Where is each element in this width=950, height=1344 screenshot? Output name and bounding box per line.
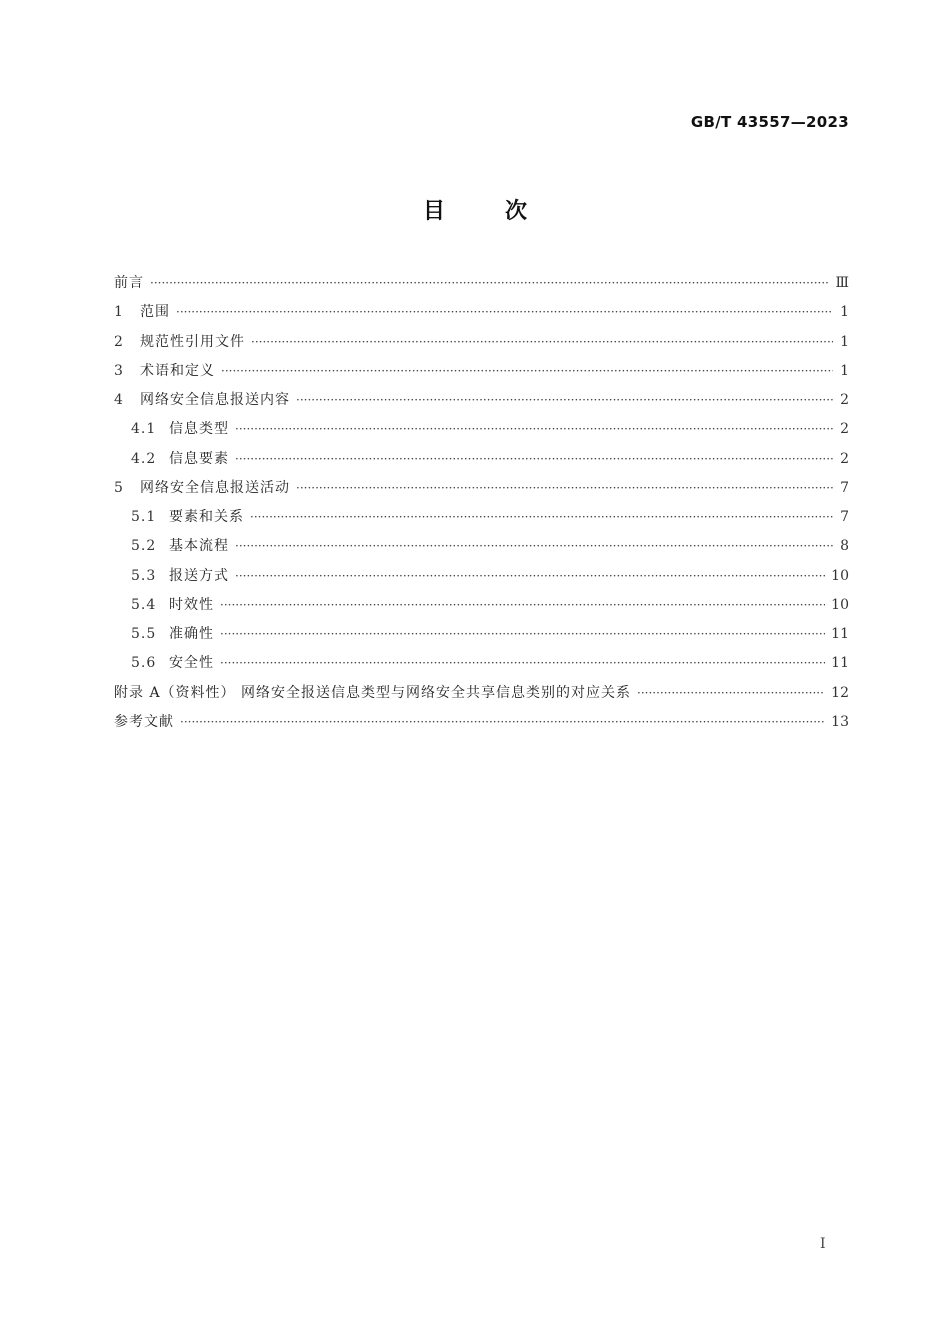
toc-entry-number: 4 [114, 392, 124, 408]
toc-entry-label: 术语和定义 [140, 362, 215, 379]
toc-entry-5-3[interactable] [114, 562, 849, 591]
toc-entry-number: 5.6 [131, 655, 157, 672]
toc-entry-number: 2 [114, 333, 124, 350]
toc-leader-dots [220, 620, 825, 649]
toc-leader-dots [235, 562, 825, 591]
toc-entry-page: 7 [840, 509, 849, 525]
toc-entry-label: 信息类型 [169, 421, 229, 438]
toc-entry-label: 基本流程 [169, 538, 229, 555]
toc-entry-number: 5.3 [131, 567, 157, 584]
title-char-1: 目 [422, 199, 445, 224]
toc-entry-number: 1 [114, 304, 124, 321]
toc-entry-number: 5.2 [131, 538, 157, 555]
toc-entry-label: 规范性引用文件 [140, 333, 245, 350]
toc-entry-page: 10 [831, 596, 849, 613]
standard-code: GB/T 43557—2023 [690, 113, 849, 131]
toc-entry-page: 1 [840, 362, 849, 379]
toc-leader-dots [176, 298, 833, 327]
toc-entry-foreword[interactable] [114, 269, 849, 298]
toc-leader-dots [235, 532, 833, 561]
toc-entry-number: 4.1 [131, 421, 157, 438]
page-title [0, 194, 950, 225]
toc-entry-label: 安全性 [169, 655, 214, 672]
toc-leader-dots [221, 357, 833, 386]
toc-entry-5-6[interactable] [114, 649, 849, 678]
toc-leader-dots [296, 386, 833, 415]
toc-entry-number: 5.4 [131, 596, 157, 613]
table-of-contents [114, 269, 849, 737]
toc-entry-page: 2 [840, 392, 849, 408]
toc-entry-label: 参考文献 [114, 713, 174, 730]
title-char-2: 次 [505, 199, 528, 224]
toc-entry-page: 7 [840, 479, 849, 496]
toc-entry-page: 11 [831, 626, 849, 642]
toc-entry-label: 时效性 [169, 596, 214, 613]
toc-entry-label: 前言 [114, 275, 144, 291]
toc-entry-number: 5.1 [131, 509, 157, 525]
toc-leader-dots [235, 415, 833, 444]
toc-entry-number: 4.2 [131, 450, 157, 467]
toc-entry-5-4[interactable] [114, 591, 849, 620]
toc-entry-label: 报送方式 [169, 567, 229, 584]
toc-entry-4[interactable] [114, 386, 849, 415]
toc-leader-dots [150, 269, 829, 298]
toc-entry-5[interactable] [114, 474, 849, 503]
toc-entry-annex-a[interactable] [114, 679, 849, 708]
toc-leader-dots [637, 679, 825, 708]
toc-leader-dots [220, 591, 825, 620]
toc-entry-4-1[interactable] [114, 415, 849, 444]
toc-entry-number: 3 [114, 362, 124, 379]
toc-entry-page: 10 [831, 567, 849, 584]
toc-leader-dots [251, 328, 833, 357]
toc-leader-dots [250, 503, 833, 532]
toc-entry-page: 1 [840, 304, 849, 321]
toc-entry-page: 11 [831, 655, 849, 672]
toc-entry-1[interactable] [114, 298, 849, 327]
toc-entry-page: 2 [840, 450, 849, 467]
toc-entry-page: 12 [831, 684, 849, 701]
page-folio: Ⅰ [820, 1236, 826, 1252]
toc-entry-5-2[interactable] [114, 532, 849, 561]
toc-entry-label: 附录 A（资料性） 网络安全报送信息类型与网络安全共享信息类别的对应关系 [114, 684, 632, 701]
toc-entry-page: Ⅲ [835, 275, 849, 291]
toc-entry-3[interactable] [114, 357, 849, 386]
toc-entry-label: 网络安全信息报送内容 [140, 392, 290, 408]
toc-entry-bibliography[interactable] [114, 708, 849, 737]
toc-entry-number: 5 [114, 479, 124, 496]
toc-entry-label: 信息要素 [169, 450, 229, 467]
toc-leader-dots [220, 649, 825, 678]
toc-leader-dots [235, 445, 833, 474]
toc-entry-label: 范围 [140, 304, 170, 321]
toc-entry-page: 2 [840, 421, 849, 438]
toc-entry-label: 网络安全信息报送活动 [140, 479, 290, 496]
toc-entry-5-1[interactable] [114, 503, 849, 532]
toc-entry-label: 要素和关系 [169, 509, 244, 525]
toc-entry-page: 8 [840, 538, 849, 555]
toc-leader-dots [296, 474, 833, 503]
toc-entry-label: 准确性 [169, 626, 214, 642]
toc-entry-2[interactable] [114, 328, 849, 357]
toc-entry-page: 13 [831, 713, 849, 730]
toc-entry-5-5[interactable] [114, 620, 849, 649]
toc-entry-4-2[interactable] [114, 445, 849, 474]
toc-leader-dots [180, 708, 825, 737]
toc-entry-number: 5.5 [131, 626, 157, 642]
toc-entry-page: 1 [840, 333, 849, 350]
